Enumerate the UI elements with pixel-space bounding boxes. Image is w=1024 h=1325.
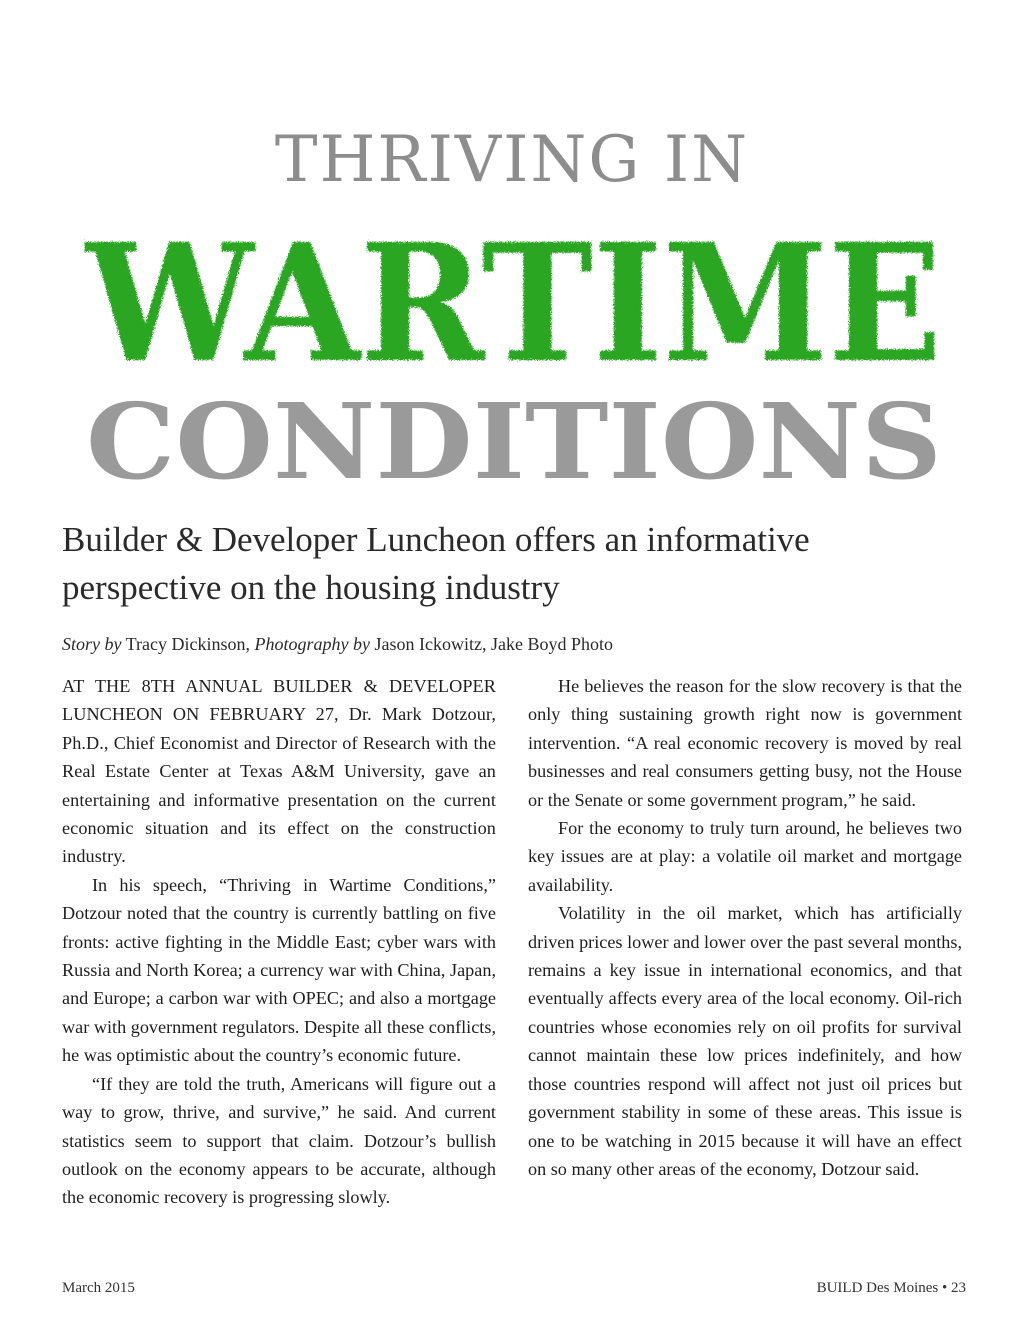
footer-date: March 2015 [62,1280,135,1296]
paragraph: He believes the reason for the slow recovery is that the only thing sustaining growth right now is government intervention. “A real economic recovery is moved by real businesses and real consumers getting busy, not the House or the Senate or some government program,” he said. [528,676,962,810]
paragraph: AT THE 8TH ANNUAL BUILDER & DEVELOPER LUNCHEON ON FEBRUARY 27, Dr. Mark Dotzour, Ph.D., Chief Economist and Director of Research with the Real Estate Center at Texas A&M University, gave an entertaining and informative presentation on the current economic situation and its effect on the construction industry. [62,676,496,867]
headline-main [84,222,944,372]
footer-publication: BUILD Des Moines • 23 [816,1280,966,1296]
paragraph: In his speech, “Thriving in Wartime Conditions,” Dotzour noted that the country is currently battling on five fronts: active fighting in the Middle East; cyber wars with Russia and North Korea; a currency war with China, Japan, and Europe; a carbon war with OPEC; and also a mortgage war with government regulators. Despite all these conflicts, he was optimistic about the country’s economic future. [62,874,496,1066]
story-author: Tracy Dickinson, [125,634,251,654]
paragraph: Volatility in the oil market, which has artificially driven prices lower and lower over the past several months, remains a key issue in international economics, and that eventually affects every area of the local economy. Oil-rich countries whose economies rely on oil profits for survival cannot maintain these low prices indefinitely, and how those countries respond will affect not just oil prices but government stability in some of these areas. This issue is one to be watching in 2015 because it will have an effect on so many other areas of the economy, Dotzour said. [528,903,962,1179]
article-deck: Builder & Developer Luncheon offers an informative perspective on the housing industry [62,520,810,607]
headline-main-svg [84,222,944,372]
headline-kicker: THRIVING IN [274,123,750,197]
headline-main-text: WARTIME [84,222,943,372]
headline-sub [84,388,944,488]
photo-label: Photography by [254,634,370,654]
story-label: Story by [62,634,122,654]
right-column [528,672,962,1183]
headline-sub-text: CONDITIONS [86,388,942,488]
article-credits [62,634,962,655]
left-column [62,672,496,1212]
headline-sub-svg [84,388,944,488]
paragraph: For the economy to truly turn around, he believes two key issues are at play: a volatile oil market and mortgage availability. [528,818,962,895]
paragraph: “If they are told the truth, Americans will figure out a way to grow, thrive, and survive,” he said. And current statistics seem to support that claim. Dotzour’s bullish outlook on the economy appears to be accurate, although the economic recovery is progressing slowly. [62,1073,496,1208]
photo-author: Jason Ickowitz, Jake Boyd Photo [374,634,613,654]
